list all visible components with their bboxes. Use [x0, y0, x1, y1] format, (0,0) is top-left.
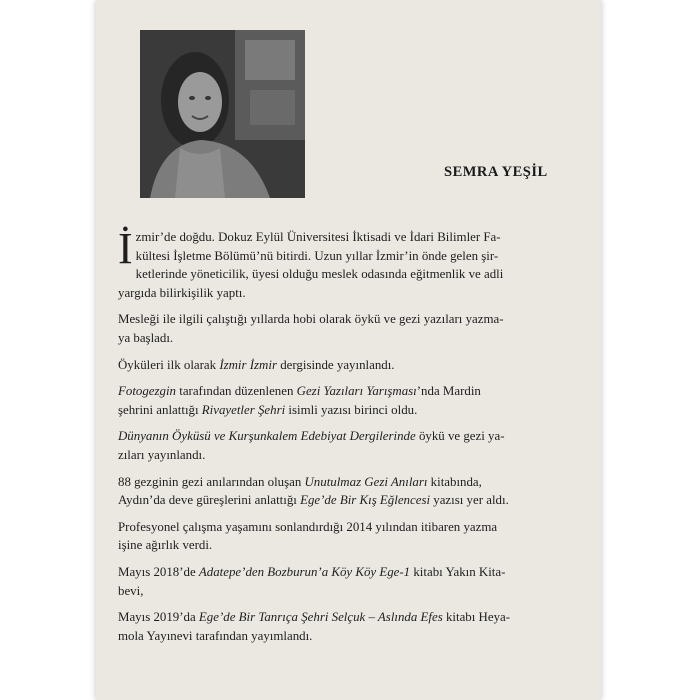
bio-line — [118, 401, 573, 420]
bio-paragraph-magazines — [118, 427, 573, 464]
bio-line: bevi, — [118, 583, 144, 598]
bio-paragraph-competition — [118, 382, 573, 419]
bio-text: tarafından düzenlenen — [176, 384, 297, 399]
bio-text: 88 gezginin gezi anılarından oluşan — [118, 474, 305, 489]
bio-line: işine ağırlık verdi. — [118, 538, 213, 553]
drop-cap: İ — [118, 224, 133, 273]
bio-text: şehrini anlattığı — [118, 402, 202, 417]
bio-paragraph-career-end — [118, 518, 573, 555]
bio-paragraph-birth — [118, 224, 573, 302]
bio-line: yargıda bilirkişilik yaptı. — [118, 285, 246, 300]
bio-paragraph-hobby — [118, 310, 573, 347]
bio-text: isimli yazısı birinci oldu. — [285, 402, 418, 417]
competition-title: Gezi Yazıları Yarışması — [296, 384, 417, 399]
bio-line: mola Yayınevi tarafından yayımlandı. — [118, 628, 313, 643]
bio-line: Profesyonel çalışma yaşamını sonlandırdığı 2014 yılından itibaren yazma — [118, 519, 498, 534]
essay-title: Ege’de Bir Kış Eğlencesi — [300, 493, 431, 508]
bio-line: zmir’de doğdu. Dokuz Eylül Üniversitesi İktisadi ve İdari Bilimler Fa- — [135, 230, 501, 244]
bio-text: kitabı Yakın Kita- — [410, 564, 506, 579]
bio-line: Mesleği ile ilgili çalıştığı yıllarda hobi olarak öykü ve gezi yazıları yazma- — [118, 312, 504, 327]
book-back-page — [96, 0, 601, 700]
book-title: Ege’de Bir Tanrıça Şehri Selçuk – Aslında Efes — [198, 610, 443, 625]
author-portrait-image — [140, 30, 305, 198]
bio-line: ketlerinde yöneticilik, üyesi olduğu meslek odasında eğitmenlik ve adli — [135, 267, 504, 282]
bio-paragraph-second-book — [118, 608, 573, 645]
bio-line: zıları yayınlandı. — [118, 447, 206, 462]
bio-text: kitabında, — [427, 474, 482, 489]
bio-text: Mayıs 2018’de — [118, 564, 199, 579]
bio-paragraph-first-book — [118, 563, 573, 600]
magazine-title: Dünyanın Öyküsü ve Kurşunkalem Edebiyat Dergilerinde — [118, 429, 416, 444]
bio-line — [118, 473, 573, 492]
bio-text: Öyküleri ilk olarak — [118, 357, 220, 372]
bio-line — [118, 382, 573, 401]
bio-line: ya başladı. — [118, 330, 174, 345]
bio-paragraph-anthology — [118, 473, 573, 510]
bio-text: ’nda Mardin — [416, 384, 481, 399]
organization-name: Fotogezgin — [118, 384, 177, 399]
bio-paragraph-first-stories — [118, 356, 573, 375]
bio-text: Aydın’da deve güreşlerini anlattığı — [118, 493, 301, 508]
book-title: Unutulmaz Gezi Anıları — [304, 474, 428, 489]
bio-text: Mayıs 2019’da — [118, 610, 199, 625]
bio-line — [118, 563, 573, 582]
author-biography — [118, 224, 573, 653]
bio-text: öykü ve gezi ya- — [415, 429, 505, 444]
bio-line — [118, 608, 573, 627]
author-name: SEMRA YEŞİL — [444, 164, 548, 180]
bio-text: yazısı yer aldı. — [430, 493, 509, 508]
essay-title: Rivayetler Şehri — [201, 402, 286, 417]
magazine-title: İzmir İzmir — [219, 357, 277, 372]
author-photo — [140, 30, 305, 198]
bio-line — [118, 491, 573, 510]
bio-text: dergisinde yayınlandı. — [276, 357, 395, 372]
bio-text: kitabı Heya- — [442, 610, 511, 625]
book-title: Adatepe’den Bozburun’a Köy Köy Ege-1 — [198, 564, 411, 579]
bio-line: kültesi İşletme Bölümü’nü bitirdi. Uzun yıllar İzmir’in önde gelen şir- — [135, 248, 499, 263]
bio-line — [118, 427, 573, 446]
